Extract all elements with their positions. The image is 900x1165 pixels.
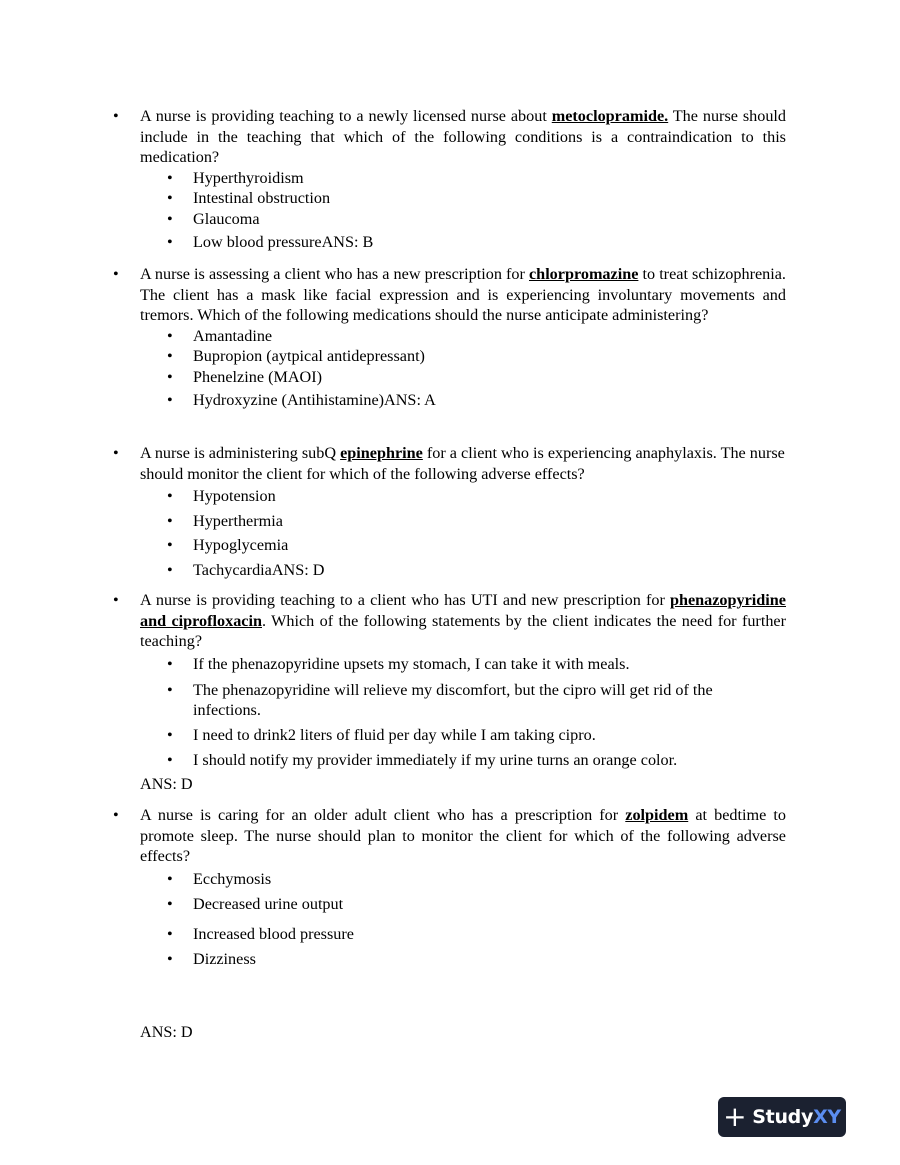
studyxy-logo[interactable] [718,1097,846,1137]
option-item: • Hypoglycemia [167,536,289,554]
drug-name: zolpidem [625,806,689,824]
question-stem: A nurse is administering subQ epinephrine for a client who is experiencing anaphylaxis. The nurse should monitor the client for which of the following adverse effects? [140,444,785,483]
option-item: • I need to drink2 liters of fluid per day while I am taking cipro. [167,725,596,744]
drug-name: metoclopramide. [551,107,669,125]
option-item: • Hyperthermia [167,511,283,530]
question-bullet: • [113,444,119,462]
option-item: • Decreased urine output [167,894,344,913]
option-item: • Ecchymosis [167,869,272,888]
option-item: • Intestinal obstruction [167,189,331,207]
option-item: • Amantadine [167,326,273,345]
options-list [140,869,786,970]
answer-5: ANS: D [140,1023,193,1041]
question-bullet: • [113,806,119,824]
option-item: • The phenazopyridine will relieve my discomfort, but the cipro will get rid of the infections. [167,680,713,719]
question-1 [113,106,786,252]
question-2 [113,264,786,410]
question-5 [113,805,786,969]
logo-brand-accent: XY [813,1105,841,1128]
option-item: • Hydroxyzine (Antihistamine)ANS: A [167,390,436,409]
question-stem: A nurse is caring for an older adult client who has a prescription for zolpidem at bedtime to promote sleep. The nurse should plan to monitor the client for which of the following adverse effects? [140,806,786,865]
drug-name: phenazopyridine and ciprofloxacin [140,591,786,630]
option-item: • Hyperthyroidism [167,168,304,187]
options-list [140,168,786,253]
option-item: • TachycardiaANS: D [167,560,325,579]
options-list [140,326,786,411]
question-stem: A nurse is providing teaching to a newly licensed nurse about metoclopramide. The nurse should include in the teaching that which of the following conditions is a contraindication to this medication? [140,107,786,166]
plus-icon: + [723,1100,747,1133]
drug-name: chlorpromazine [529,265,639,283]
option-item: • If the phenazopyridine upsets my stomach, I can take it with meals. [167,654,630,673]
logo-brand: Study [752,1105,814,1128]
option-item: • Hypotension [167,487,276,505]
option-item: • I should notify my provider immediately if my urine turns an orange color. [167,750,678,769]
question-stem: A nurse is assessing a client who has a new prescription for chlorpromazine to treat schizophrenia. The client has a mask like facial expression and is experiencing involuntary movements and tremors. Which of the following medications should the nurse anticipate administering? [140,265,786,324]
question-bullet: • [113,265,119,283]
question-bullet: • [113,107,119,125]
option-item: • Phenelzine (MAOI) [167,367,323,386]
drug-name: epinephrine [340,444,423,462]
option-item: • Glaucoma [167,209,260,228]
option-item: • Bupropion (aytpical antidepressant) [167,347,425,365]
option-item: • Dizziness [167,949,256,968]
options-list [140,486,786,580]
option-item: • Low blood pressureANS: B [167,232,374,251]
question-4 [113,590,786,770]
question-3 [113,443,786,580]
options-list [140,654,786,771]
answer-4: ANS: D [140,775,193,793]
question-bullet: • [113,591,119,609]
question-stem: A nurse is providing teaching to a client who has UTI and new prescription for phenazopyridine and ciprofloxacin. Which of the following statements by the client indicates the need for further teaching? [140,591,786,650]
option-item: • Increased blood pressure [167,924,354,943]
